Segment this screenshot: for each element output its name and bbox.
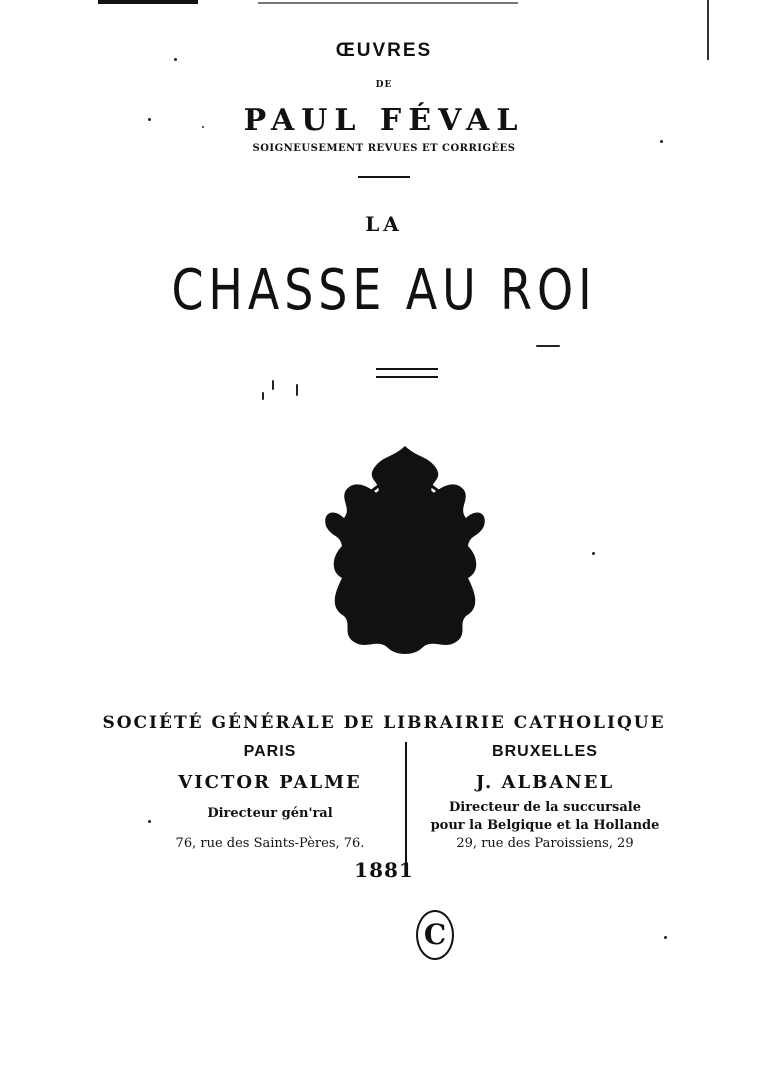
edition-note: SOIGNEUSEMENT REVUES ET CORRIGÉES — [252, 143, 516, 154]
left-role: Directeur gén'ral — [207, 806, 333, 821]
column-divider — [405, 742, 407, 864]
copyright-stamp: C — [416, 910, 454, 960]
scan-speck — [296, 384, 298, 396]
scan-speck — [148, 118, 151, 121]
series-title: ŒUVRES — [335, 40, 433, 61]
right-city: BRUXELLES — [492, 743, 598, 760]
right-address: 29, rue des Paroissiens, 29 — [456, 836, 634, 851]
scan-speck — [202, 126, 204, 128]
left-publisher-name: VICTOR PALME — [178, 772, 362, 793]
book-title: CHASSE AU ROI — [171, 258, 597, 323]
scan-speck — [592, 552, 595, 555]
right-role-line2: pour la Belgique et la Hollande — [430, 818, 660, 833]
scan-edge-top — [98, 0, 698, 6]
scan-speck — [536, 345, 560, 347]
scan-speck — [148, 820, 151, 823]
scan-speck — [660, 140, 663, 143]
author-preposition: DE — [375, 80, 393, 90]
title-article: LA — [365, 212, 403, 236]
short-rule — [358, 176, 410, 178]
publisher-name: SOCIÉTÉ GÉNÉRALE DE LIBRAIRIE CATHOLIQUE — [102, 713, 666, 733]
scan-speck — [262, 392, 264, 400]
scan-speck — [174, 58, 177, 61]
double-rule — [376, 368, 438, 378]
printer-emblem — [312, 438, 498, 660]
right-publisher-name: J. ALBANEL — [475, 772, 615, 793]
left-city: PARIS — [243, 743, 297, 760]
right-role-line1: Directeur de la succursale — [449, 800, 641, 815]
author-name: PAUL FÉVAL — [243, 103, 525, 138]
scan-speck — [272, 380, 274, 390]
scan-speck — [664, 936, 667, 939]
left-address: 76, rue des Saints-Pères, 76. — [175, 836, 365, 851]
publication-year: 1881 — [354, 858, 414, 882]
